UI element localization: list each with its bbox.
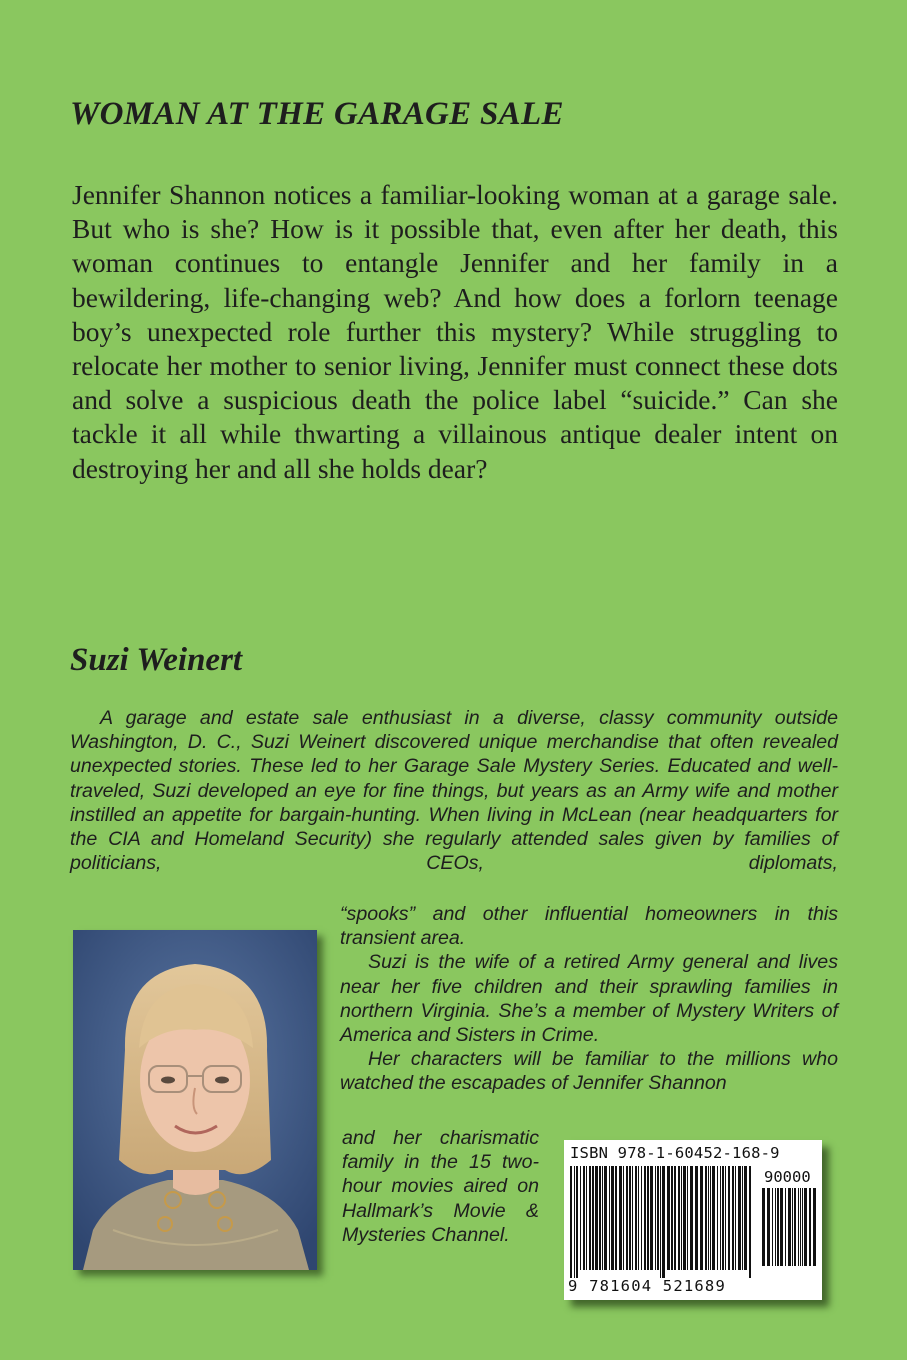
- barcode-bar: [744, 1166, 747, 1270]
- barcode-bar: [710, 1166, 711, 1270]
- book-blurb: Jennifer Shannon notices a familiar-looking woman at a garage sale. But who is she? How is it possible that, even after her death, this woman continues to entangle Jennifer and her family in a bewildering, life-changing web? And how does a forlorn teenage boy’s unexpected role further this mystery? While struggling to relocate her mother to senior living, Jennifer must connect these dots and solve a suspicious death the police label “suicide.” Can she tackle it all while thwarting a villainous antique dealer intent on destroying her and all she holds dear?: [72, 179, 838, 484]
- barcode-bar: [767, 1188, 770, 1266]
- barcode-bar: [632, 1166, 633, 1270]
- barcode-bar: [722, 1166, 724, 1270]
- barcode-bar: [678, 1166, 680, 1270]
- barcode-bar: [695, 1166, 698, 1270]
- barcode-bar: [683, 1166, 686, 1270]
- barcode-bar: [792, 1188, 793, 1266]
- barcode-bar: [708, 1166, 709, 1270]
- barcode-bar: [735, 1166, 736, 1270]
- barcode-bar: [604, 1166, 607, 1270]
- barcode-bar: [717, 1166, 718, 1270]
- author-bio-para-1: “spooks” and other influential homeowners in this transient area.: [340, 903, 838, 950]
- barcode-bar: [641, 1166, 642, 1270]
- ean-barcode-bars: [570, 1166, 754, 1278]
- book-title: WOMAN AT THE GARAGE SALE: [70, 96, 564, 132]
- barcode-bar: [775, 1188, 776, 1266]
- barcode-bar: [660, 1166, 661, 1278]
- barcode-bar: [813, 1188, 816, 1266]
- barcode-bar: [738, 1166, 741, 1270]
- barcode-bar: [583, 1166, 585, 1270]
- barcode-bar: [619, 1166, 622, 1270]
- barcode-bar: [728, 1166, 730, 1270]
- barcode-bar: [657, 1166, 659, 1270]
- barcode-bar: [623, 1166, 624, 1270]
- barcode-bar: [611, 1166, 614, 1270]
- author-bio-para-2: Suzi is the wife of a retired Army general and lives near her five children and their sprawling families in northern Virginia. She’s a member of Mystery Writers of America and Sisters in Crime.: [340, 951, 838, 1047]
- barcode-bar: [586, 1166, 587, 1270]
- barcode-bar: [667, 1166, 670, 1270]
- barcode-bar: [615, 1166, 617, 1270]
- barcode-bar: [626, 1166, 628, 1270]
- barcode-bar: [732, 1166, 734, 1270]
- barcode-bar: [674, 1166, 676, 1270]
- barcode-bar: [589, 1166, 591, 1270]
- barcode-bar: [580, 1166, 581, 1270]
- barcode-bar: [650, 1166, 653, 1270]
- author-bio-para-3: Her characters will be familiar to the millions who watched the escapades of Jennifer Shannon: [340, 1048, 838, 1095]
- barcode-bar: [609, 1166, 610, 1270]
- barcode-bar: [712, 1166, 715, 1270]
- barcode-bar: [804, 1188, 807, 1266]
- barcode-bar: [681, 1166, 682, 1270]
- barcode-bar: [671, 1166, 673, 1270]
- barcode-bar: [777, 1188, 779, 1266]
- price-addon-number: 90000: [764, 1168, 811, 1186]
- barcode-bar: [602, 1166, 603, 1270]
- author-bio-middle: [340, 902, 838, 1096]
- barcode-bar: [592, 1166, 594, 1270]
- barcode-bar: [687, 1166, 688, 1270]
- author-photo: [73, 930, 317, 1270]
- addon-barcode-bars: [762, 1188, 818, 1274]
- barcode-bar: [576, 1166, 578, 1278]
- barcode-bar: [780, 1188, 783, 1266]
- barcode-bar: [638, 1166, 639, 1270]
- barcode-bar: [570, 1166, 572, 1278]
- barcode-bar: [647, 1166, 649, 1270]
- barcode-bar: [785, 1188, 786, 1266]
- ean-number: 9 781604 521689: [568, 1277, 726, 1295]
- barcode-bar: [742, 1166, 743, 1270]
- author-portrait-icon: [73, 930, 317, 1270]
- barcode-bar: [635, 1166, 637, 1270]
- barcode-bar: [772, 1188, 773, 1266]
- barcode-bar: [599, 1166, 601, 1270]
- barcode-bar: [762, 1188, 765, 1266]
- barcode-bar: [720, 1166, 721, 1270]
- barcode-bar: [788, 1188, 791, 1266]
- barcode-bar: [705, 1166, 707, 1270]
- barcode-bar: [595, 1166, 598, 1270]
- barcode-bar: [700, 1166, 703, 1270]
- barcode-bar: [800, 1188, 801, 1266]
- barcode-bar: [690, 1166, 693, 1270]
- barcode-bar: [749, 1166, 751, 1278]
- isbn-label: ISBN 978-1-60452-168-9: [570, 1144, 780, 1162]
- author-bio-intro: A garage and estate sale enthusiast in a diverse, classy community outside Washington, D. C., Suzi Weinert discovered unique merchandise that often revealed unexpected stories. These led to her Garage Sale Mystery Series. Educated and well-traveled, Suzi developed an eye for fine things, but years as an Army wife and mother instilled an appetite for bargain-hunting. When living in McLean (near headquarters for the CIA and Homeland Security) she regularly attended sales given by families of politicians, CEOs, diplomats,: [70, 707, 838, 875]
- author-bio-end: and her charismatic family in the 15 two-hour movies aired on Hallmark’s Movie & Mysteries Channel.: [342, 1127, 539, 1246]
- barcode-bar: [725, 1166, 726, 1270]
- isbn-barcode: [564, 1140, 822, 1300]
- author-name: Suzi Weinert: [70, 642, 243, 678]
- barcode-bar: [574, 1166, 575, 1278]
- barcode-bar: [655, 1166, 656, 1270]
- barcode-bar: [802, 1188, 803, 1266]
- barcode-bar: [794, 1188, 796, 1266]
- barcode-bar: [629, 1166, 631, 1270]
- barcode-bar: [644, 1166, 646, 1270]
- barcode-bar: [662, 1166, 665, 1278]
- barcode-bar: [809, 1188, 811, 1266]
- barcode-bar: [798, 1188, 799, 1266]
